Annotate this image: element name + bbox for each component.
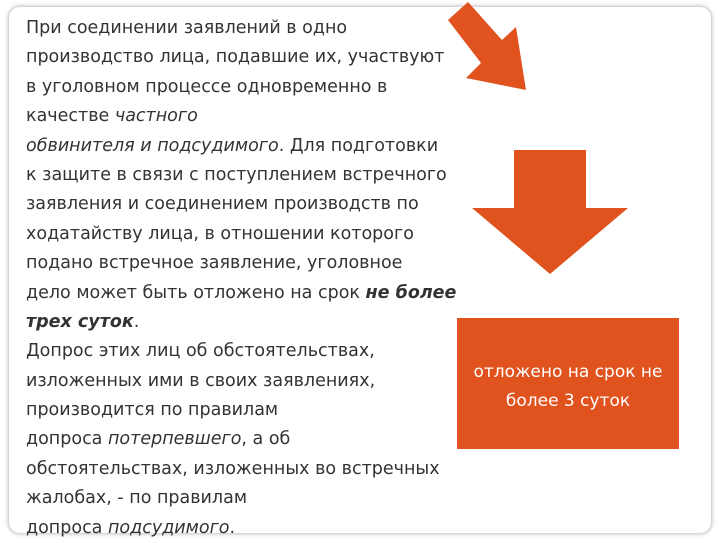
highlight-line: более 3 суток <box>505 391 631 411</box>
emphasis-text: обвинителя <box>26 135 135 156</box>
text-line: ходатайству лица, в отношении которого <box>26 223 414 244</box>
bold-emphasis-text: не более <box>365 282 457 303</box>
text-line: обстоятельствах, изложенных во встречных <box>26 458 440 479</box>
emphasis-text: частного <box>114 106 198 127</box>
text-line: При соединении заявлений в одно <box>26 18 348 38</box>
text-line: изложенных ими в своих заявлениях, <box>26 370 376 391</box>
text-line: производится по правилам <box>26 400 279 421</box>
text-line: трех суток. <box>26 311 140 332</box>
text-line: к защите в связи с поступлением встречного <box>26 164 447 185</box>
text-line: качестве частного <box>26 106 198 127</box>
highlight-line: отложено на срок не <box>473 362 663 382</box>
emphasis-text: потерпевшего <box>107 429 242 450</box>
text-line: жалобах, - по правилам <box>26 488 248 509</box>
text-line: в уголовном процессе одновременно в <box>26 76 388 97</box>
bold-emphasis-text: трех суток <box>26 311 134 332</box>
text-line: допроса потерпевшего, а об <box>26 429 291 450</box>
text-line: подано встречное заявление, уголовное <box>26 253 403 274</box>
text-line: производство лица, подавшие их, участвуют <box>26 47 445 68</box>
text-line: обвинителя и подсудимого. Для подготовки <box>26 135 439 156</box>
text-line: дело может быть отложено на срок не более <box>26 282 457 303</box>
text-line: допроса подсудимого. <box>26 517 236 538</box>
text-line: Допрос этих лиц об обстоятельствах, <box>26 341 375 362</box>
body-text <box>26 14 506 543</box>
text-line: заявления и соединением производств по <box>26 194 419 215</box>
emphasis-text: подсудимого <box>107 517 230 538</box>
emphasis-text: подсудимого <box>157 135 279 156</box>
